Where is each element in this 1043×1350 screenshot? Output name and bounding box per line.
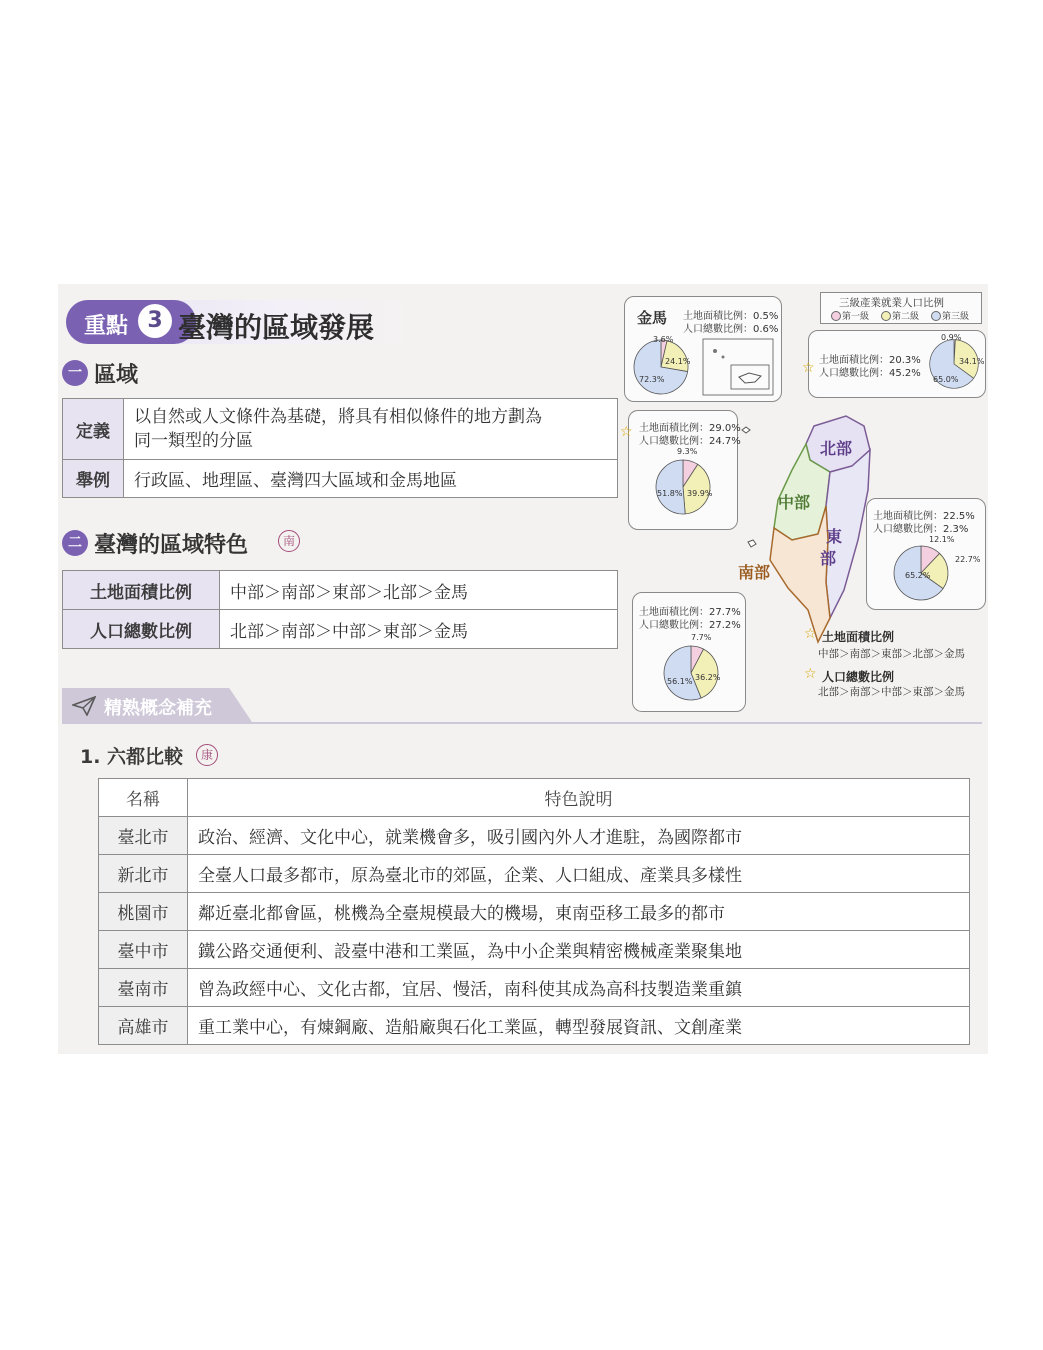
key-point-label: 重點 — [84, 314, 129, 339]
south-label-primary: 7.7% — [691, 633, 712, 642]
definition-text-line2: 同一類型的分區 — [134, 431, 253, 451]
definition-text — [124, 399, 618, 460]
central-label-secondary: 39.9% — [687, 489, 713, 498]
six-cities-title: 1. 六都比較 — [80, 746, 184, 768]
pie-box-south — [632, 592, 746, 712]
city-name: 桃園市 — [99, 893, 188, 931]
paper-plane-icon — [72, 696, 96, 716]
land-ranking-order: 中部＞南部＞東部＞北部＞金馬 — [818, 648, 965, 660]
kinma-label-secondary: 24.1% — [665, 357, 691, 366]
definition-text-line1: 以自然或人文條件為基礎，將具有相似條件的地方劃為 — [134, 407, 542, 427]
star-icon-land-ranking: ☆ — [804, 626, 817, 642]
six-cities-table — [98, 778, 970, 1045]
region-label-east-2: 部 — [820, 549, 837, 568]
population-row — [63, 610, 618, 649]
section-1-badge: 一 — [62, 360, 88, 386]
table-row — [99, 855, 970, 893]
supplement-title: 精熟概念補充 — [104, 698, 212, 719]
north-label-secondary: 34.1% — [959, 357, 985, 366]
pie-box-north — [808, 330, 986, 398]
table-row — [99, 969, 970, 1007]
key-point-number: 3 — [138, 304, 172, 338]
pie-box-central — [628, 410, 741, 530]
east-label-tertiary: 65.2% — [905, 571, 931, 580]
example-row — [63, 460, 618, 498]
definition-row — [63, 399, 618, 460]
kinma-label-primary: 3.6% — [653, 335, 674, 344]
south-label-secondary: 36.2% — [695, 673, 721, 682]
city-name: 臺南市 — [99, 969, 188, 1007]
legend-swatch-primary — [831, 311, 841, 321]
east-land: 土地面積比例：22.5% — [873, 511, 975, 522]
north-pop: 人口總數比例：45.2% — [819, 368, 921, 379]
kinma-label-tertiary: 72.3% — [639, 375, 665, 384]
supplement-divider — [62, 722, 982, 724]
city-description: 全臺人口最多都市，原為臺北市的郊區，企業、人口組成、產業具多樣性 — [188, 855, 970, 893]
legend-swatch-secondary — [881, 311, 891, 321]
city-description: 曾為政經中心、文化古都，宜居、慢活，南科使其成為高科技製造業重鎮 — [188, 969, 970, 1007]
land-area-row — [63, 571, 618, 610]
north-label-tertiary: 65.0% — [933, 375, 959, 384]
pop-ranking-order: 北部＞南部＞中部＞東部＞金馬 — [818, 686, 965, 698]
east-label-secondary: 22.7% — [955, 555, 981, 564]
table-row — [99, 931, 970, 969]
south-label-tertiary: 56.1% — [667, 677, 693, 686]
header-description: 特色說明 — [188, 779, 970, 817]
land-area-label: 土地面積比例 — [63, 571, 220, 610]
east-pop: 人口總數比例：2.3% — [873, 524, 969, 535]
north-land: 土地面積比例：20.3% — [819, 355, 921, 366]
section-2-badge: 二 — [62, 530, 88, 556]
map-penghu-islet — [748, 540, 756, 547]
definition-label: 定義 — [63, 399, 124, 460]
region-label-east-1: 東 — [826, 527, 843, 546]
table-row — [99, 1007, 970, 1045]
page-card — [58, 284, 988, 1054]
central-land: 土地面積比例：29.0% — [639, 423, 741, 434]
kinma-land: 土地面積比例：0.5% — [683, 311, 779, 322]
legend-title: 三級產業就業人口比例 — [839, 297, 944, 309]
pie-box-kinma — [624, 296, 782, 402]
north-label-primary: 0.9% — [941, 333, 962, 342]
legend-tertiary: 第三級 — [942, 312, 970, 322]
table-row — [99, 893, 970, 931]
kinma-pop: 人口總數比例：0.6% — [683, 324, 779, 335]
pie-chart-central — [653, 457, 713, 517]
publisher-badge-south: 南 — [278, 530, 300, 552]
south-land: 土地面積比例：27.7% — [639, 607, 741, 618]
table-header-row — [99, 779, 970, 817]
key-point-tag — [66, 300, 196, 344]
pie-box-east — [866, 498, 986, 610]
publisher-badge-kang: 康 — [196, 744, 218, 766]
kinma-islands-inset — [701, 337, 775, 397]
central-label-primary: 9.3% — [677, 447, 698, 456]
central-pop: 人口總數比例：24.7% — [639, 436, 741, 447]
page-title: 臺灣的區域發展 — [178, 311, 375, 344]
sector-legend — [820, 292, 982, 324]
south-pop: 人口總數比例：27.2% — [639, 620, 741, 631]
city-description: 鄰近臺北都會區，桃機為全臺規模最大的機場，東南亞移工最多的都市 — [188, 893, 970, 931]
example-text: 行政區、地理區、臺灣四大區域和金馬地區 — [124, 460, 618, 498]
legend-secondary: 第二級 — [892, 312, 920, 322]
pie-slice-central-tertiary — [656, 460, 685, 514]
pop-ranking-title: 人口總數比例 — [822, 670, 895, 684]
city-name: 新北市 — [99, 855, 188, 893]
population-value: 北部＞南部＞中部＞東部＞金馬 — [220, 610, 618, 649]
star-icon-central: ☆ — [620, 424, 633, 440]
land-ranking-title: 土地面積比例 — [822, 630, 895, 644]
city-description: 政治、經濟、文化中心，就業機會多，吸引國內外人才進駐，為國際都市 — [188, 817, 970, 855]
region-label-central: 中部 — [778, 493, 811, 512]
region-feature-table — [62, 570, 618, 649]
section-1-title: 區域 — [94, 363, 139, 388]
example-label: 舉例 — [63, 460, 124, 498]
legend-swatch-tertiary — [931, 311, 941, 321]
city-name: 臺北市 — [99, 817, 188, 855]
city-name: 高雄市 — [99, 1007, 188, 1045]
map-kinmen-islet — [742, 427, 750, 433]
city-description: 重工業中心，有煉鋼廠、造船廠與石化工業區，轉型發展資訊、文創產業 — [188, 1007, 970, 1045]
legend-primary: 第一級 — [842, 312, 870, 322]
header-name: 名稱 — [99, 779, 188, 817]
land-area-value: 中部＞南部＞東部＞北部＞金馬 — [220, 571, 618, 610]
city-name: 臺中市 — [99, 931, 188, 969]
central-label-tertiary: 51.8% — [657, 489, 683, 498]
table-row — [99, 817, 970, 855]
region-label-north: 北部 — [820, 439, 853, 458]
east-label-primary: 12.1% — [929, 535, 955, 544]
star-icon-pop-ranking: ☆ — [804, 666, 817, 682]
star-icon-north: ☆ — [802, 360, 815, 376]
region-definition-table — [62, 398, 618, 498]
pie-chart-kinma — [631, 337, 691, 397]
region-label-south: 南部 — [738, 563, 771, 582]
population-label: 人口總數比例 — [63, 610, 220, 649]
section-2-title: 臺灣的區域特色 — [94, 533, 249, 558]
city-description: 鐵公路交通便利、設臺中港和工業區，為中小企業與精密機械產業聚集地 — [188, 931, 970, 969]
kinma-name: 金馬 — [637, 309, 668, 327]
